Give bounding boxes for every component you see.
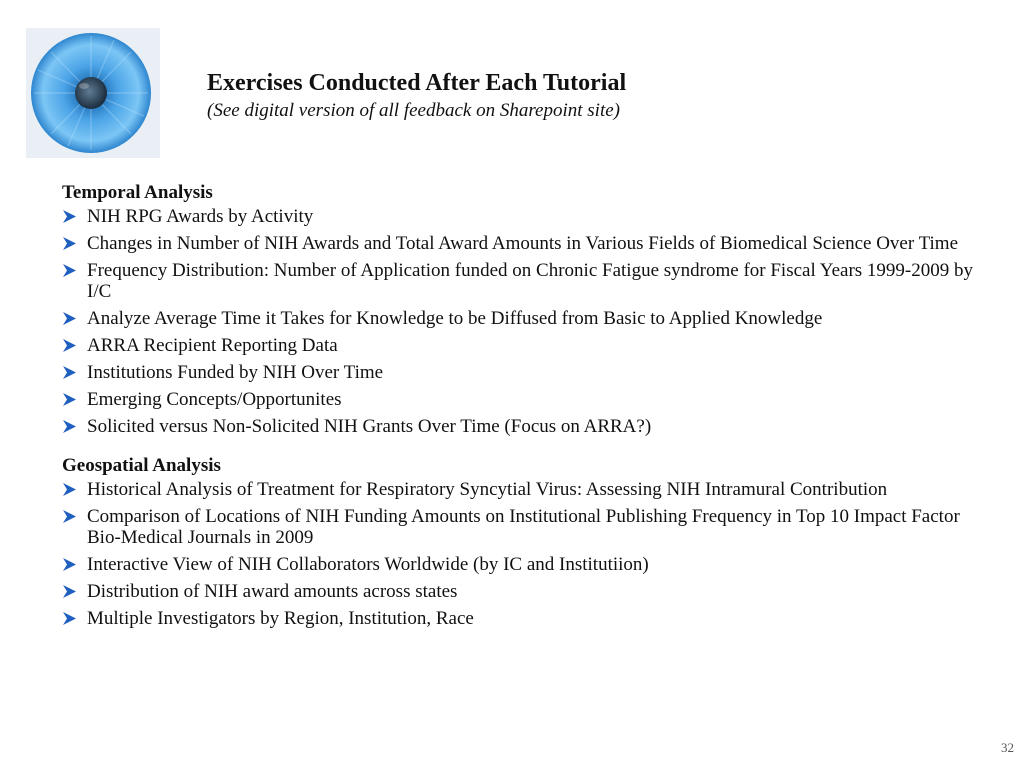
- arrow-bullet-icon: [63, 420, 76, 433]
- list-item-text: Interactive View of NIH Collaborators Worldwide (by IC and Institutiion): [87, 554, 649, 575]
- list-item: [62, 362, 982, 383]
- list-item-text: Analyze Average Time it Takes for Knowledge to be Diffused from Basic to Applied Knowledge: [87, 308, 823, 329]
- title-block: [207, 68, 626, 124]
- eye-iris-icon: [26, 28, 160, 158]
- list-item: [62, 389, 982, 410]
- arrow-bullet-icon: [63, 312, 76, 325]
- list-item: [62, 608, 982, 629]
- arrow-bullet-icon: [63, 585, 76, 598]
- section-heading-geospatial: Geospatial Analysis: [62, 455, 221, 476]
- list-item: [62, 233, 982, 254]
- arrow-bullet-icon: [63, 558, 76, 571]
- arrow-bullet-icon: [63, 366, 76, 379]
- list-item: [62, 416, 982, 437]
- list-item: [62, 554, 982, 575]
- arrow-bullet-icon: [63, 612, 76, 625]
- list-item: [62, 335, 982, 356]
- list-item-text: NIH RPG Awards by Activity: [87, 206, 314, 227]
- arrow-bullet-icon: [63, 264, 76, 277]
- page-subtitle: (See digital version of all feedback on Sharepoint site): [207, 100, 620, 121]
- arrow-bullet-icon: [63, 483, 76, 496]
- list-item: [62, 506, 982, 548]
- list-item: [62, 581, 982, 602]
- list-item: [62, 260, 982, 302]
- content: [62, 182, 982, 635]
- geospatial-list: [62, 479, 982, 629]
- eye-logo: [26, 28, 160, 158]
- list-item-text: Historical Analysis of Treatment for Respiratory Syncytial Virus: Assessing NIH Intramural Contribution: [87, 479, 888, 500]
- arrow-bullet-icon: [63, 210, 76, 223]
- list-item-text: Distribution of NIH award amounts across states: [87, 581, 458, 602]
- list-item-text: Institutions Funded by NIH Over Time: [87, 362, 384, 383]
- temporal-list: [62, 206, 982, 437]
- arrow-bullet-icon: [63, 237, 76, 250]
- list-item: [62, 308, 982, 329]
- list-item: [62, 479, 982, 500]
- arrow-bullet-icon: [63, 393, 76, 406]
- list-item-text: Comparison of Locations of NIH Funding Amounts on Institutional Publishing Frequency in Top 10 Impact Factor Bio-Medical Journals in 2009: [87, 506, 960, 548]
- list-item-text: Multiple Investigators by Region, Institution, Race: [87, 608, 474, 629]
- list-item-text: ARRA Recipient Reporting Data: [87, 335, 338, 356]
- section-heading-temporal: Temporal Analysis: [62, 182, 213, 203]
- list-item-text: Solicited versus Non-Solicited NIH Grants Over Time (Focus on ARRA?): [87, 416, 652, 437]
- arrow-bullet-icon: [63, 339, 76, 352]
- page-number: 32: [1001, 740, 1014, 755]
- list-item-text: Emerging Concepts/Opportunites: [87, 389, 342, 410]
- page-title: Exercises Conducted After Each Tutorial: [207, 70, 627, 96]
- arrow-bullet-icon: [63, 510, 76, 523]
- list-item-text: Changes in Number of NIH Awards and Total Award Amounts in Various Fields of Biomedical Science Over Time: [87, 233, 959, 254]
- list-item-text: Frequency Distribution: Number of Application funded on Chronic Fatigue syndrome for Fiscal Years 1999-2009 by I/C: [87, 260, 974, 302]
- list-item: [62, 206, 982, 227]
